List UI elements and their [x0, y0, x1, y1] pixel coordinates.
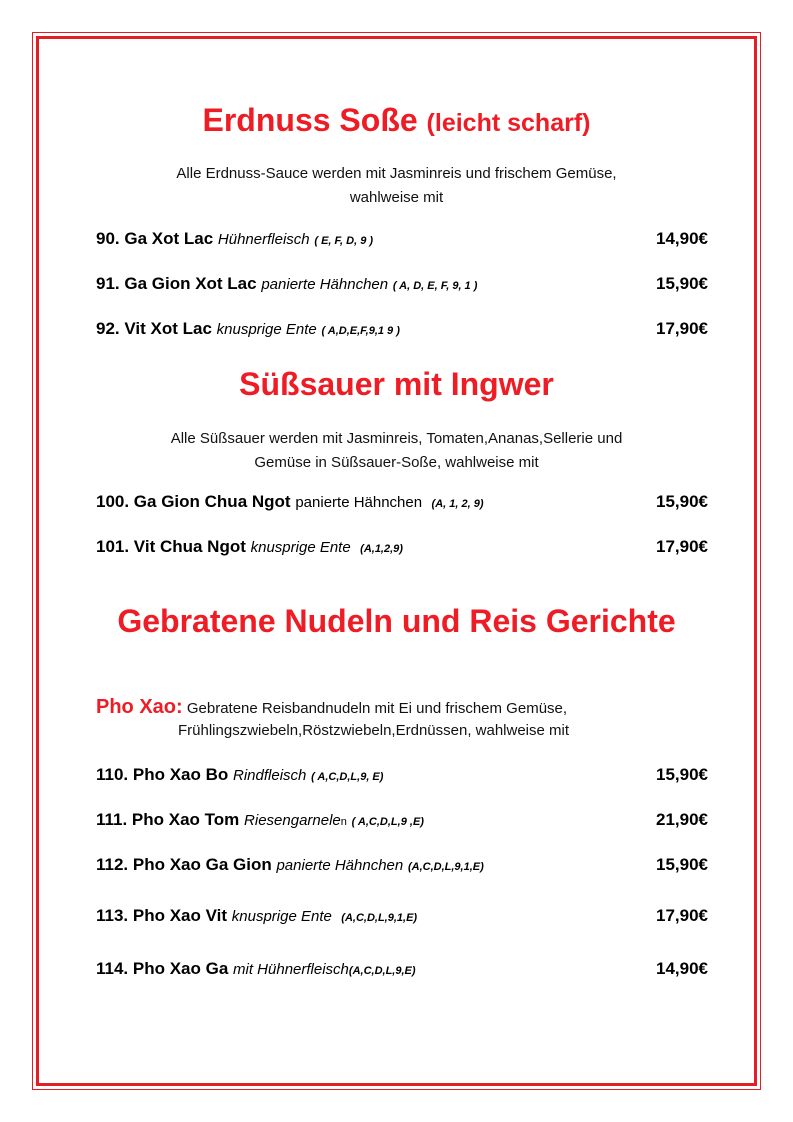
item-description: Rindfleisch — [233, 767, 307, 784]
item-name: 112. Pho Xao Ga Gion — [96, 855, 272, 874]
menu-item-114 — [96, 959, 708, 983]
menu-item-111 — [96, 810, 708, 834]
item-description: panierte Hähnchen — [276, 857, 404, 874]
intro-line: Frühlingszwiebeln,Röstzwiebeln,Erdnüssen, wahlweise mit — [178, 722, 570, 739]
item-price: 15,90€ — [656, 492, 708, 511]
item-allergens: ( A,D,E,F,9,1 9 ) — [321, 325, 400, 337]
intro-line: wahlweise mit — [349, 189, 444, 206]
menu-item-113 — [96, 906, 708, 930]
item-name: 101. Vit Chua Ngot — [96, 537, 246, 556]
intro-line: Gemüse in Süßsauer-Soße, wahlweise mit — [254, 454, 539, 471]
intro-line: Alle Erdnuss-Sauce werden mit Jasminreis und frischem Gemüse, — [176, 165, 617, 182]
item-name: 100. Ga Gion Chua Ngot — [96, 492, 291, 511]
item-price: 21,90€ — [656, 810, 708, 829]
item-price: 15,90€ — [656, 274, 708, 293]
item-name: 110. Pho Xao Bo — [96, 765, 229, 784]
item-allergens: (A,C,D,L,9,E) — [348, 965, 416, 977]
section-title-nudeln: Gebratene Nudeln und Reis Gerichte — [117, 603, 676, 639]
intro-line: Gebratene Reisbandnudeln mit Ei und frischem Gemüse, — [186, 700, 568, 717]
item-price: 14,90€ — [656, 229, 708, 248]
section-intro-suesssauer — [0, 427, 793, 475]
item-name: 91. Ga Gion Xot Lac — [96, 274, 257, 293]
item-name: 92. Vit Xot Lac — [96, 319, 212, 338]
section-title-erdnuss — [0, 102, 793, 139]
menu-item-101 — [96, 537, 708, 561]
item-description: knusprige Ente — [216, 321, 317, 338]
item-description: knusprige Ente — [250, 539, 351, 556]
item-name: 111. Pho Xao Tom — [96, 810, 240, 829]
pho-xao-label: Pho Xao: — [96, 696, 183, 718]
item-description: Hühnerfleisch — [217, 231, 310, 248]
item-price: 17,90€ — [656, 906, 708, 925]
menu-item-110 — [96, 765, 708, 789]
item-allergens: (A,C,D,L,9,1,E) — [341, 912, 418, 924]
item-allergens: ( A,C,D,L,9 ,E) — [351, 816, 424, 828]
item-allergens: (A,C,D,L,9,1,E) — [407, 861, 484, 873]
section-title-suesssauer: Süßsauer mit Ingwer — [239, 366, 554, 402]
item-allergens: (A, 1, 2, 9) — [431, 498, 484, 510]
item-price: 15,90€ — [656, 765, 708, 784]
item-name: 114. Pho Xao Ga — [96, 959, 229, 978]
item-description: mit Hühnerfleisch — [233, 961, 349, 978]
menu-item-92 — [96, 319, 708, 343]
menu-item-91 — [96, 274, 708, 298]
item-allergens: ( A, D, E, F, 9, 1 ) — [392, 280, 478, 292]
item-description-suffix: n — [340, 816, 347, 828]
menu-item-100 — [96, 492, 708, 516]
item-price: 14,90€ — [656, 959, 708, 978]
section-title-erdnuss-main: Erdnuss Soße — [202, 102, 418, 138]
item-allergens: (A,1,2,9) — [360, 543, 403, 555]
menu-item-90 — [96, 229, 708, 253]
pho-xao-intro — [96, 696, 716, 743]
item-allergens: ( E, F, D, 9 ) — [314, 235, 374, 247]
section-title-erdnuss-subtitle: (leicht scharf) — [426, 109, 591, 137]
item-name: 90. Ga Xot Lac — [96, 229, 214, 248]
item-name: 113. Pho Xao Vit — [96, 906, 228, 925]
section-intro-erdnuss — [0, 162, 793, 210]
item-price: 17,90€ — [656, 319, 708, 338]
item-allergens: ( A,C,D,L,9, E) — [311, 771, 384, 783]
item-description: panierte Hähnchen — [261, 276, 389, 293]
menu-item-112 — [96, 855, 708, 879]
item-price: 15,90€ — [656, 855, 708, 874]
item-description: knusprige Ente — [231, 908, 332, 925]
item-description: Riesengarnele — [244, 812, 341, 829]
item-price: 17,90€ — [656, 537, 708, 556]
item-description: panierte Hähnchen — [295, 494, 423, 511]
intro-line: Alle Süßsauer werden mit Jasminreis, Tomaten,Ananas,Sellerie und — [170, 430, 623, 447]
